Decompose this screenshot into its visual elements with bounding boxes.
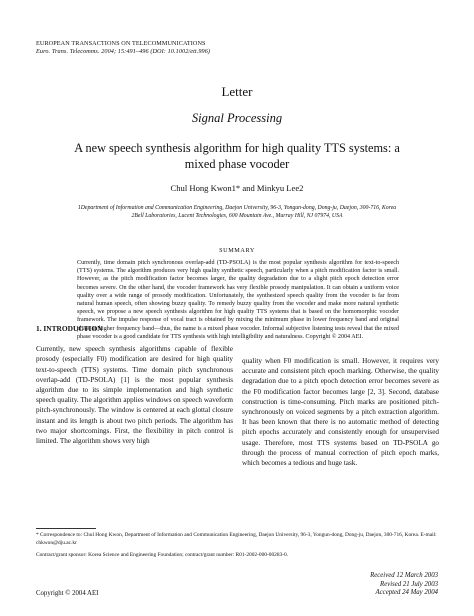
footnote-grant: Contract/grant sponsor: Korea Science and Engineering Foundation; contract/grant number: R01-2002-000-00283-0. xyxy=(36,552,289,559)
topic-label: Signal Processing xyxy=(191,111,283,125)
intro-right-column xyxy=(242,356,439,468)
journal-citation: Euro. Trans. Telecomms. 2004; 15:491–496 (DOI: 10.1002/ett.996) xyxy=(36,48,211,55)
journal-name: EUROPEAN TRANSACTIONS ON TELECOMMUNICATIONS xyxy=(36,40,206,47)
journal-header xyxy=(36,40,210,56)
footnote-correspondence: * Correspondence to: Chul Hong Kwon, Department of Information and Communication Engineering, Daejon University, 96-3, Yongun-dong, Dong-ju, Daejon, 300-716, Korea. E-mail: chkwon@dju.ac.kr xyxy=(36,532,437,546)
summary-text: Currently, time domain pitch synchronous overlap-add (TD-PSOLA) is the most popular synthesis algorithm for text-to-speech (TTS) systems. The algorithm produces very high quality synthetic speech, particularly when a pitch modification factor is small. However, as the pitch modification factor becomes larger, the quality degradation due to a slight pitch epoch detection error becomes severe. On the other hand, the vocoder framework has very flexible prosody manipulation. It can obtain a uniform voice quality over a wide range of prosody modification. Unfortunately, the synthesized speech quality from the vocoder is far from natural human speech, often showing buzzy quality. To remedy buzzy quality from the vocoder and make more natural synthetic speech, we propose a new speech synthesis algorithm for high quality TTS systems that is based on the homomorphic vocoder framework. The impulse response of vocal tract is obtained by mixing the minimum phase in lower frequency band and original phase in higher frequency band—thus, the name is a mixed phase vocoder. Informal subjective listening tests reveal that the mixed phase vocoder is a good candidate for TTS synthesis with high intelligibility and naturalness. Copyright © 2004 AEI. xyxy=(77,260,399,340)
affiliation-2: 2Bell Laboratories, Lucent Technologies, 600 Mountain Ave., Murray Hill, NJ 07974, USA xyxy=(131,212,343,219)
paper-title-text: A new speech synthesis algorithm for high quality TTS systems: a mixed phase vocoder xyxy=(74,141,400,171)
affiliations xyxy=(0,205,474,220)
footnote-rule xyxy=(36,528,96,529)
accepted-date: Accepted 24 May 2004 xyxy=(375,589,438,597)
received-dates xyxy=(370,572,438,598)
copyright-notice: Copyright © 2004 AEI xyxy=(36,590,99,597)
revised-date: Revised 21 July 2003 xyxy=(380,580,438,588)
intro-left-column xyxy=(36,324,233,446)
received-date: Received 12 March 2003 xyxy=(370,572,438,579)
affiliation-1: 1Department of Information and Communication Engineering, Daejon University, 96-3, Yongun-dong, Dong-ju, Daejon, 300-716, Korea xyxy=(77,205,397,211)
author-list: Chul Hong Kwon1* and Minkyu Lee2 xyxy=(170,183,304,193)
summary-heading: SUMMARY xyxy=(219,247,255,254)
footnotes xyxy=(36,532,440,560)
intro-paragraph-left: Currently, new speech synthesis algorithms capable of flexible prosody (especially F0) modification are desired for high quality text-to-speech (TTS) systems. Time domain pitch synchronous overlap-add (TD-PSOLA) [1] is the most popular synthesis algorithm due to its simple implementation and high synthetic speech quality. The algorithm applies windows on speech waveform pitch-synchronously. The window is centered at each glottal closure instant and its length is about two pitch periods. The algorithm has two major shortcomings. First, the flexibility in pitch control is limited. The algorithm shows very high xyxy=(36,345,233,446)
intro-paragraph-right: quality when F0 modification is small. However, it requires very accurate and consistent pitch epoch marking. Otherwise, the quality degradation due to a pitch epoch detection error becomes severe as the F0 modification factor becomes large [2, 3]. Second, database construction is time-consuming. Pitch marks are positioned pitch-synchronously on voiced segments by a pitch extraction algorithm. It has been known that there is no automatic method of detecting pitch epochs accurately and consistently enough for unsupervised usage. Therefore, most TTS systems based on TD-PSOLA go through the process of manual correction of pitch epoch marks, which becomes a tedious and huge task. xyxy=(242,357,439,468)
paper-title xyxy=(0,140,474,172)
section-label: Letter xyxy=(221,84,253,99)
intro-heading: 1. INTRODUCTION xyxy=(36,324,103,333)
